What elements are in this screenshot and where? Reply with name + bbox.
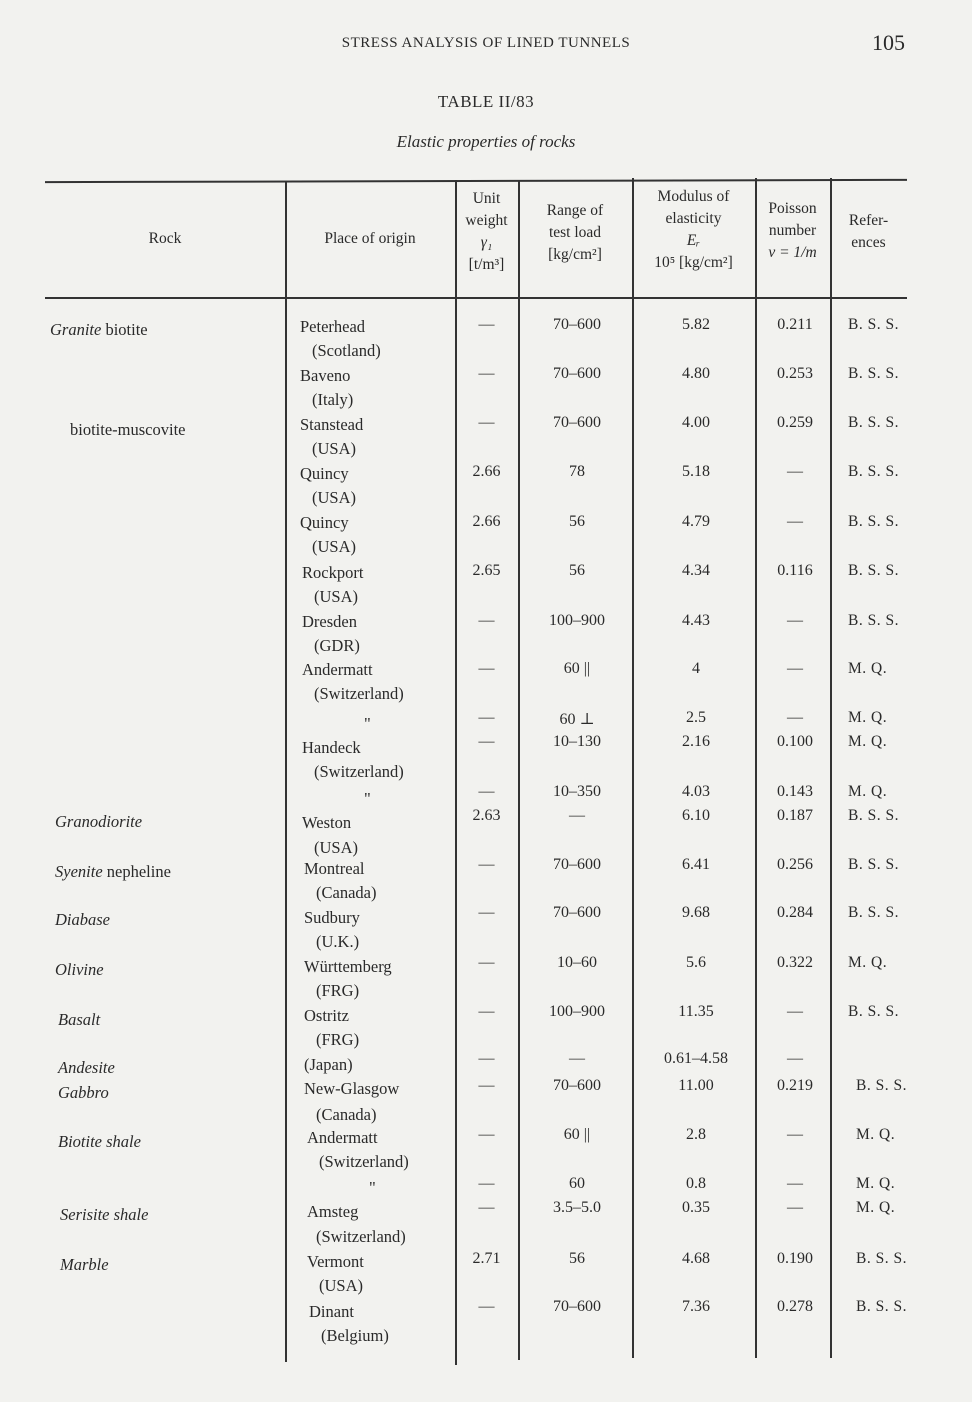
poisson-cell: 0.219 (777, 1077, 813, 1094)
reference-cell: M. Q. (856, 1175, 896, 1192)
rock-name: Serisite shale (60, 1205, 149, 1224)
place-of-origin: Rockport (USA) (302, 563, 364, 606)
test-load-cell: 70–600 (553, 904, 601, 921)
place-of-origin: Andermatt (Switzerland) (307, 1128, 409, 1171)
place-of-origin: Dresden (GDR) (302, 612, 360, 655)
modulus-cell: 4.80 (682, 365, 710, 382)
rock-name: Olivine (55, 960, 104, 979)
unit-weight-cell: — (478, 1199, 495, 1216)
test-load-cell: 70–600 (553, 414, 601, 431)
unit-weight-cell: — (478, 954, 495, 971)
header-range-of-test-load: Range of test load [kg/cm²] (546, 202, 604, 263)
reference-cell: B. S. S. (848, 612, 899, 629)
modulus-cell: 2.5 (686, 709, 706, 726)
reference-cell: M. Q. (848, 660, 888, 677)
place-of-origin: " Handeck (302, 714, 371, 757)
reference-cell: B. S. S. (848, 904, 899, 921)
place-of-origin: " Weston (302, 789, 371, 832)
poisson-cell: — (787, 660, 803, 677)
poisson-cell: 0.100 (777, 733, 813, 750)
modulus-cell: 11.35 (678, 1003, 714, 1020)
reference-cell: M. Q. (856, 1126, 896, 1143)
unit-weight-cell: — (478, 1298, 495, 1315)
place-of-origin: Quincy (USA) (300, 513, 356, 556)
unit-weight-cell: 2.63 (472, 807, 501, 824)
poisson-cell: — (787, 1050, 803, 1067)
rock-name: Granodiorite (55, 812, 143, 831)
test-load-cell: 70–600 (553, 856, 601, 873)
test-load-cell: 70–600 (553, 1298, 601, 1315)
test-load-cell: — (569, 807, 585, 824)
rock-name: Biotite shale (58, 1132, 141, 1151)
unit-weight-cell: — (478, 365, 495, 382)
poisson-cell: 0.256 (777, 856, 813, 873)
modulus-cell: 4 (692, 660, 700, 677)
place-of-origin: Peterhead (Scotland) (300, 317, 381, 360)
unit-weight-cell: — (478, 709, 495, 726)
unit-weight-cell: — (478, 414, 495, 431)
test-load-cell: 60 || (563, 1126, 591, 1143)
modulus-cell: 4.00 (682, 414, 710, 431)
test-load-cell: 70–600 (553, 365, 601, 382)
table-top-rule (45, 179, 907, 183)
place-of-origin: Quincy (USA) (300, 464, 356, 507)
place-of-origin: (Switzerland) (314, 762, 404, 781)
modulus-cell: 6.41 (682, 856, 710, 873)
unit-weight-cell: — (478, 1003, 495, 1020)
reference-cell: M. Q. (848, 954, 888, 971)
poisson-cell: — (787, 513, 803, 530)
reference-cell: B. S. S. (848, 414, 899, 431)
header-references: Refer- ences (848, 212, 889, 251)
unit-weight-cell: — (478, 1077, 495, 1094)
poisson-cell: — (787, 1126, 803, 1143)
rock-name: Basalt (58, 1010, 101, 1029)
reference-cell: B. S. S. (848, 365, 899, 382)
reference-cell: B. S. S. (856, 1250, 907, 1267)
header-unit-weight: Unit weight γ₁ [t/m³] (465, 190, 508, 273)
unit-weight-cell: — (478, 783, 495, 800)
modulus-cell: 0.8 (686, 1175, 706, 1192)
poisson-cell: — (787, 1175, 803, 1192)
rock-name: Gabbro (58, 1083, 109, 1102)
test-load-cell: 60 || (563, 660, 591, 677)
modulus-cell: 4.43 (682, 612, 710, 629)
rock-name: Diabase (55, 910, 110, 929)
reference-cell: B. S. S. (848, 807, 899, 824)
place-of-origin: Vermont (USA) (307, 1252, 364, 1295)
place-of-origin: Andermatt (Switzerland) (302, 660, 404, 703)
unit-weight-cell: — (478, 856, 495, 873)
place-of-origin: Dinant (Belgium) (309, 1302, 389, 1345)
header-place-of-origin: Place of origin (324, 230, 416, 247)
place-of-origin: Württemberg (FRG) (304, 957, 392, 1000)
reference-cell: M. Q. (856, 1199, 896, 1216)
test-load-cell: 3.5–5.0 (553, 1199, 601, 1216)
test-load-cell: 10–350 (553, 783, 601, 800)
table-caption: Elastic properties of rocks (396, 132, 576, 151)
modulus-cell: 4.03 (682, 783, 710, 800)
modulus-cell: 9.68 (682, 904, 710, 921)
place-of-origin: Baveno (Italy) (300, 366, 354, 409)
place-of-origin: Sudbury (U.K.) (304, 908, 360, 951)
reference-cell: B. S. S. (856, 1298, 907, 1315)
reference-cell: B. S. S. (848, 856, 899, 873)
test-load-cell: 100–900 (549, 612, 605, 629)
reference-cell: B. S. S. (848, 1003, 899, 1020)
modulus-cell: 0.35 (682, 1199, 710, 1216)
place-of-origin: Ostritz (FRG) (304, 1006, 360, 1049)
rock-name: Andesite (58, 1058, 115, 1077)
place-of-origin: (Switzerland) (316, 1227, 406, 1246)
test-load-cell: 10–130 (553, 733, 601, 750)
poisson-cell: — (787, 612, 803, 629)
unit-weight-cell: 2.65 (472, 562, 501, 579)
modulus-cell: 5.82 (682, 316, 710, 333)
test-load-cell: — (569, 1050, 585, 1067)
rock-name: Marble (60, 1255, 109, 1274)
header-modulus-of-elasticity: Modulus of elasticity Eᵣ 10⁵ [kg/cm²] (654, 188, 733, 271)
rock-name: Granite biotite (50, 320, 148, 339)
poisson-cell: — (787, 1003, 803, 1020)
poisson-cell: 0.116 (777, 562, 813, 579)
table-header-rule (45, 297, 907, 299)
rock-name: Syenite nepheline (55, 862, 171, 881)
poisson-cell: 0.253 (777, 365, 813, 382)
modulus-cell: 11.00 (678, 1077, 714, 1094)
modulus-cell: 6.10 (682, 807, 710, 824)
reference-cell: M. Q. (848, 733, 888, 750)
modulus-cell: 5.18 (682, 463, 710, 480)
place-of-origin: (Canada) (316, 1105, 377, 1124)
reference-cell: M. Q. (848, 709, 888, 726)
test-load-cell: 70–600 (553, 316, 601, 333)
poisson-cell: 0.211 (777, 316, 813, 333)
unit-weight-cell: 2.71 (472, 1250, 501, 1267)
unit-weight-cell: — (478, 1050, 495, 1067)
test-load-cell: 56 (569, 513, 585, 530)
unit-weight-cell: — (478, 660, 495, 677)
test-load-cell: 10–60 (557, 954, 597, 971)
running-head: STRESS ANALYSIS OF LINED TUNNELS (341, 35, 631, 51)
place-of-origin: Montreal (Canada) (304, 859, 377, 902)
poisson-cell: 0.190 (777, 1250, 813, 1267)
unit-weight-cell: — (478, 612, 495, 629)
test-load-cell: 56 (569, 562, 585, 579)
poisson-cell: 0.143 (777, 783, 813, 800)
unit-weight-cell: — (478, 1175, 495, 1192)
reference-cell: M. Q. (848, 783, 888, 800)
reference-cell: B. S. S. (856, 1077, 907, 1094)
poisson-cell: 0.284 (777, 904, 813, 921)
test-load-cell: 70–600 (553, 1077, 601, 1094)
place-of-origin: (USA) (314, 838, 358, 857)
modulus-cell: 0.61–4.58 (664, 1050, 728, 1067)
test-load-cell: 78 (569, 463, 585, 480)
unit-weight-cell: 2.66 (472, 513, 501, 530)
test-load-cell: 56 (569, 1250, 585, 1267)
reference-cell: B. S. S. (848, 316, 899, 333)
poisson-cell: 0.322 (777, 954, 813, 971)
place-of-origin: Stanstead (USA) (300, 415, 364, 458)
column-divider (285, 182, 287, 1362)
poisson-cell: — (787, 463, 803, 480)
header-rock: Rock (148, 230, 182, 247)
poisson-cell: — (787, 709, 803, 726)
modulus-cell: 5.6 (686, 954, 706, 971)
poisson-cell: — (787, 1199, 803, 1216)
unit-weight-cell: — (478, 1126, 495, 1143)
modulus-cell: 2.16 (682, 733, 710, 750)
unit-weight-cell: 2.66 (472, 463, 501, 480)
test-load-cell: 100–900 (549, 1003, 605, 1020)
test-load-cell: 60 (569, 1175, 585, 1192)
rock-name: biotite-muscovite (70, 420, 186, 439)
place-of-origin: (Japan) New-Glasgow (304, 1055, 400, 1098)
test-load-cell: 60 ⊥ (559, 711, 595, 728)
modulus-cell: 7.36 (682, 1298, 710, 1315)
reference-cell: B. S. S. (848, 562, 899, 579)
header-poisson-number: Poisson number ν = 1/m (768, 200, 817, 261)
page-number: 105 (872, 30, 905, 55)
modulus-cell: 4.34 (682, 562, 710, 579)
poisson-cell: 0.187 (777, 807, 813, 824)
table-title: TABLE II/83 (437, 92, 535, 111)
poisson-cell: 0.278 (777, 1298, 813, 1315)
modulus-cell: 2.8 (686, 1126, 706, 1143)
reference-cell: B. S. S. (848, 513, 899, 530)
unit-weight-cell: — (478, 904, 495, 921)
modulus-cell: 4.68 (682, 1250, 710, 1267)
unit-weight-cell: — (478, 733, 495, 750)
reference-cell: B. S. S. (848, 463, 899, 480)
modulus-cell: 4.79 (682, 513, 710, 530)
unit-weight-cell: — (478, 316, 495, 333)
poisson-cell: 0.259 (777, 414, 813, 431)
place-of-origin: " Amsteg (307, 1178, 376, 1221)
